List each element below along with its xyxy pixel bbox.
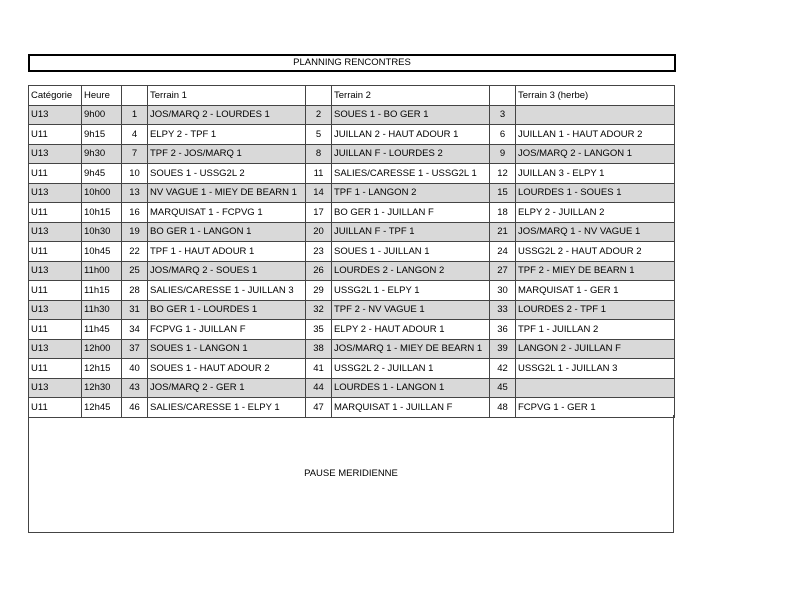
cell-time: 12h45 [82, 398, 122, 418]
cell-match-terrain-1: MARQUISAT 1 - FCPVG 1 [148, 203, 306, 223]
cell-match-number: 2 [306, 105, 332, 125]
cell-match-terrain-3: MARQUISAT 1 - GER 1 [516, 281, 675, 301]
cell-match-terrain-3 [516, 378, 675, 398]
cell-match-number: 27 [490, 261, 516, 281]
cell-match-number: 47 [306, 398, 332, 418]
cell-match-number: 31 [122, 300, 148, 320]
cell-match-number: 48 [490, 398, 516, 418]
table-row [29, 144, 675, 164]
pause-label: PAUSE MERIDIENNE [304, 468, 398, 479]
cell-match-terrain-1: SALIES/CARESSE 1 - JUILLAN 3 [148, 281, 306, 301]
cell-time: 12h15 [82, 359, 122, 379]
cell-match-terrain-2: SALIES/CARESSE 1 - USSG2L 1 [332, 164, 490, 184]
cell-category: U13 [29, 339, 82, 359]
cell-match-number: 20 [306, 222, 332, 242]
pause-block [28, 415, 674, 533]
cell-match-number: 26 [306, 261, 332, 281]
cell-match-terrain-3 [516, 105, 675, 125]
cell-match-number: 34 [122, 320, 148, 340]
cell-time: 11h15 [82, 281, 122, 301]
cell-category: U13 [29, 222, 82, 242]
cell-match-number: 7 [122, 144, 148, 164]
cell-match-terrain-2: JUILLAN 2 - HAUT ADOUR 1 [332, 125, 490, 145]
cell-match-number: 14 [306, 183, 332, 203]
cell-time: 12h30 [82, 378, 122, 398]
cell-match-number: 17 [306, 203, 332, 223]
cell-match-terrain-3: LOURDES 1 - SOUES 1 [516, 183, 675, 203]
table-row [29, 164, 675, 184]
cell-time: 10h30 [82, 222, 122, 242]
cell-match-number: 15 [490, 183, 516, 203]
cell-match-terrain-3: USSG2L 1 - JUILLAN 3 [516, 359, 675, 379]
cell-match-number: 40 [122, 359, 148, 379]
cell-category: U11 [29, 164, 82, 184]
cell-match-terrain-2: BO GER 1 - JUILLAN F [332, 203, 490, 223]
cell-match-number: 29 [306, 281, 332, 301]
cell-match-number: 46 [122, 398, 148, 418]
cell-match-number: 36 [490, 320, 516, 340]
cell-match-terrain-2: USSG2L 2 - JUILLAN 1 [332, 359, 490, 379]
cell-match-terrain-2: LOURDES 1 - LANGON 1 [332, 378, 490, 398]
cell-match-terrain-2: JUILLAN F - LOURDES 2 [332, 144, 490, 164]
cell-time: 9h15 [82, 125, 122, 145]
cell-match-terrain-2: ELPY 2 - HAUT ADOUR 1 [332, 320, 490, 340]
cell-match-terrain-1: TPF 1 - HAUT ADOUR 1 [148, 242, 306, 262]
header-categorie: Catégorie [29, 86, 82, 106]
cell-match-terrain-1: SOUES 1 - USSG2L 2 [148, 164, 306, 184]
cell-match-number: 25 [122, 261, 148, 281]
table-row [29, 261, 675, 281]
header-num-1 [122, 86, 148, 106]
table-row [29, 320, 675, 340]
cell-match-number: 32 [306, 300, 332, 320]
cell-match-number: 21 [490, 222, 516, 242]
cell-time: 10h45 [82, 242, 122, 262]
cell-match-number: 10 [122, 164, 148, 184]
cell-match-number: 22 [122, 242, 148, 262]
cell-match-number: 43 [122, 378, 148, 398]
cell-match-number: 6 [490, 125, 516, 145]
cell-match-number: 33 [490, 300, 516, 320]
cell-category: U11 [29, 359, 82, 379]
cell-match-number: 5 [306, 125, 332, 145]
cell-match-number: 9 [490, 144, 516, 164]
header-heure: Heure [82, 86, 122, 106]
cell-time: 9h00 [82, 105, 122, 125]
cell-category: U11 [29, 242, 82, 262]
schedule-table [28, 85, 675, 418]
header-num-2 [306, 86, 332, 106]
cell-time: 9h30 [82, 144, 122, 164]
cell-category: U13 [29, 300, 82, 320]
cell-match-terrain-1: JOS/MARQ 2 - SOUES 1 [148, 261, 306, 281]
cell-match-terrain-3: LANGON 2 - JUILLAN F [516, 339, 675, 359]
cell-match-number: 42 [490, 359, 516, 379]
cell-time: 11h00 [82, 261, 122, 281]
cell-match-terrain-2: TPF 2 - NV VAGUE 1 [332, 300, 490, 320]
cell-category: U11 [29, 398, 82, 418]
cell-match-terrain-3: LOURDES 2 - TPF 1 [516, 300, 675, 320]
header-terrain-1: Terrain 1 [148, 86, 306, 106]
cell-time: 9h45 [82, 164, 122, 184]
cell-match-number: 37 [122, 339, 148, 359]
cell-match-terrain-1: BO GER 1 - LOURDES 1 [148, 300, 306, 320]
cell-match-terrain-2: TPF 1 - LANGON 2 [332, 183, 490, 203]
cell-match-terrain-1: SOUES 1 - LANGON 1 [148, 339, 306, 359]
cell-category: U11 [29, 281, 82, 301]
cell-match-terrain-1: FCPVG 1 - JUILLAN F [148, 320, 306, 340]
cell-match-terrain-2: JUILLAN F - TPF 1 [332, 222, 490, 242]
cell-match-number: 24 [490, 242, 516, 262]
cell-match-number: 28 [122, 281, 148, 301]
cell-category: U13 [29, 183, 82, 203]
cell-match-number: 44 [306, 378, 332, 398]
cell-match-number: 1 [122, 105, 148, 125]
table-row [29, 281, 675, 301]
cell-match-terrain-1: NV VAGUE 1 - MIEY DE BEARN 1 [148, 183, 306, 203]
cell-match-terrain-3: JUILLAN 1 - HAUT ADOUR 2 [516, 125, 675, 145]
table-row [29, 105, 675, 125]
cell-time: 10h15 [82, 203, 122, 223]
header-terrain-3: Terrain 3 (herbe) [516, 86, 675, 106]
cell-time: 11h45 [82, 320, 122, 340]
cell-match-terrain-3: JOS/MARQ 2 - LANGON 1 [516, 144, 675, 164]
cell-match-terrain-2: USSG2L 1 - ELPY 1 [332, 281, 490, 301]
cell-match-terrain-2: SOUES 1 - BO GER 1 [332, 105, 490, 125]
cell-match-number: 12 [490, 164, 516, 184]
cell-match-terrain-2: LOURDES 2 - LANGON 2 [332, 261, 490, 281]
cell-match-terrain-3: TPF 2 - MIEY DE BEARN 1 [516, 261, 675, 281]
cell-match-terrain-1: SALIES/CARESSE 1 - ELPY 1 [148, 398, 306, 418]
cell-match-number: 19 [122, 222, 148, 242]
cell-match-number: 35 [306, 320, 332, 340]
header-row [29, 86, 675, 106]
cell-match-terrain-2: SOUES 1 - JUILLAN 1 [332, 242, 490, 262]
cell-match-number: 3 [490, 105, 516, 125]
cell-match-terrain-3: FCPVG 1 - GER 1 [516, 398, 675, 418]
cell-time: 12h00 [82, 339, 122, 359]
table-row [29, 339, 675, 359]
cell-match-terrain-1: ELPY 2 - TPF 1 [148, 125, 306, 145]
cell-match-terrain-3: ELPY 2 - JUILLAN 2 [516, 203, 675, 223]
cell-category: U11 [29, 203, 82, 223]
cell-match-number: 41 [306, 359, 332, 379]
cell-category: U13 [29, 144, 82, 164]
page-title: PLANNING RENCONTRES [28, 54, 676, 72]
cell-match-number: 11 [306, 164, 332, 184]
cell-time: 10h00 [82, 183, 122, 203]
cell-match-terrain-3: USSG2L 2 - HAUT ADOUR 2 [516, 242, 675, 262]
table-row [29, 359, 675, 379]
cell-match-terrain-1: SOUES 1 - HAUT ADOUR 2 [148, 359, 306, 379]
table-row [29, 222, 675, 242]
header-terrain-2: Terrain 2 [332, 86, 490, 106]
cell-match-number: 38 [306, 339, 332, 359]
cell-match-number: 4 [122, 125, 148, 145]
cell-category: U13 [29, 261, 82, 281]
cell-match-terrain-1: TPF 2 - JOS/MARQ 1 [148, 144, 306, 164]
cell-match-terrain-1: JOS/MARQ 2 - LOURDES 1 [148, 105, 306, 125]
cell-match-number: 13 [122, 183, 148, 203]
cell-category: U11 [29, 320, 82, 340]
cell-match-number: 23 [306, 242, 332, 262]
cell-match-number: 18 [490, 203, 516, 223]
cell-match-number: 16 [122, 203, 148, 223]
cell-match-terrain-1: BO GER 1 - LANGON 1 [148, 222, 306, 242]
cell-match-terrain-1: JOS/MARQ 2 - GER 1 [148, 378, 306, 398]
cell-match-number: 30 [490, 281, 516, 301]
cell-match-terrain-2: MARQUISAT 1 - JUILLAN F [332, 398, 490, 418]
header-num-3 [490, 86, 516, 106]
table-row [29, 378, 675, 398]
cell-match-terrain-3: TPF 1 - JUILLAN 2 [516, 320, 675, 340]
table-row [29, 183, 675, 203]
cell-match-number: 39 [490, 339, 516, 359]
cell-category: U13 [29, 378, 82, 398]
cell-match-number: 45 [490, 378, 516, 398]
table-row [29, 203, 675, 223]
cell-match-terrain-3: JUILLAN 3 - ELPY 1 [516, 164, 675, 184]
cell-match-terrain-3: JOS/MARQ 1 - NV VAGUE 1 [516, 222, 675, 242]
table-row [29, 300, 675, 320]
cell-match-terrain-2: JOS/MARQ 1 - MIEY DE BEARN 1 [332, 339, 490, 359]
table-row [29, 125, 675, 145]
cell-category: U11 [29, 125, 82, 145]
table-row [29, 242, 675, 262]
cell-time: 11h30 [82, 300, 122, 320]
cell-category: U13 [29, 105, 82, 125]
cell-match-number: 8 [306, 144, 332, 164]
